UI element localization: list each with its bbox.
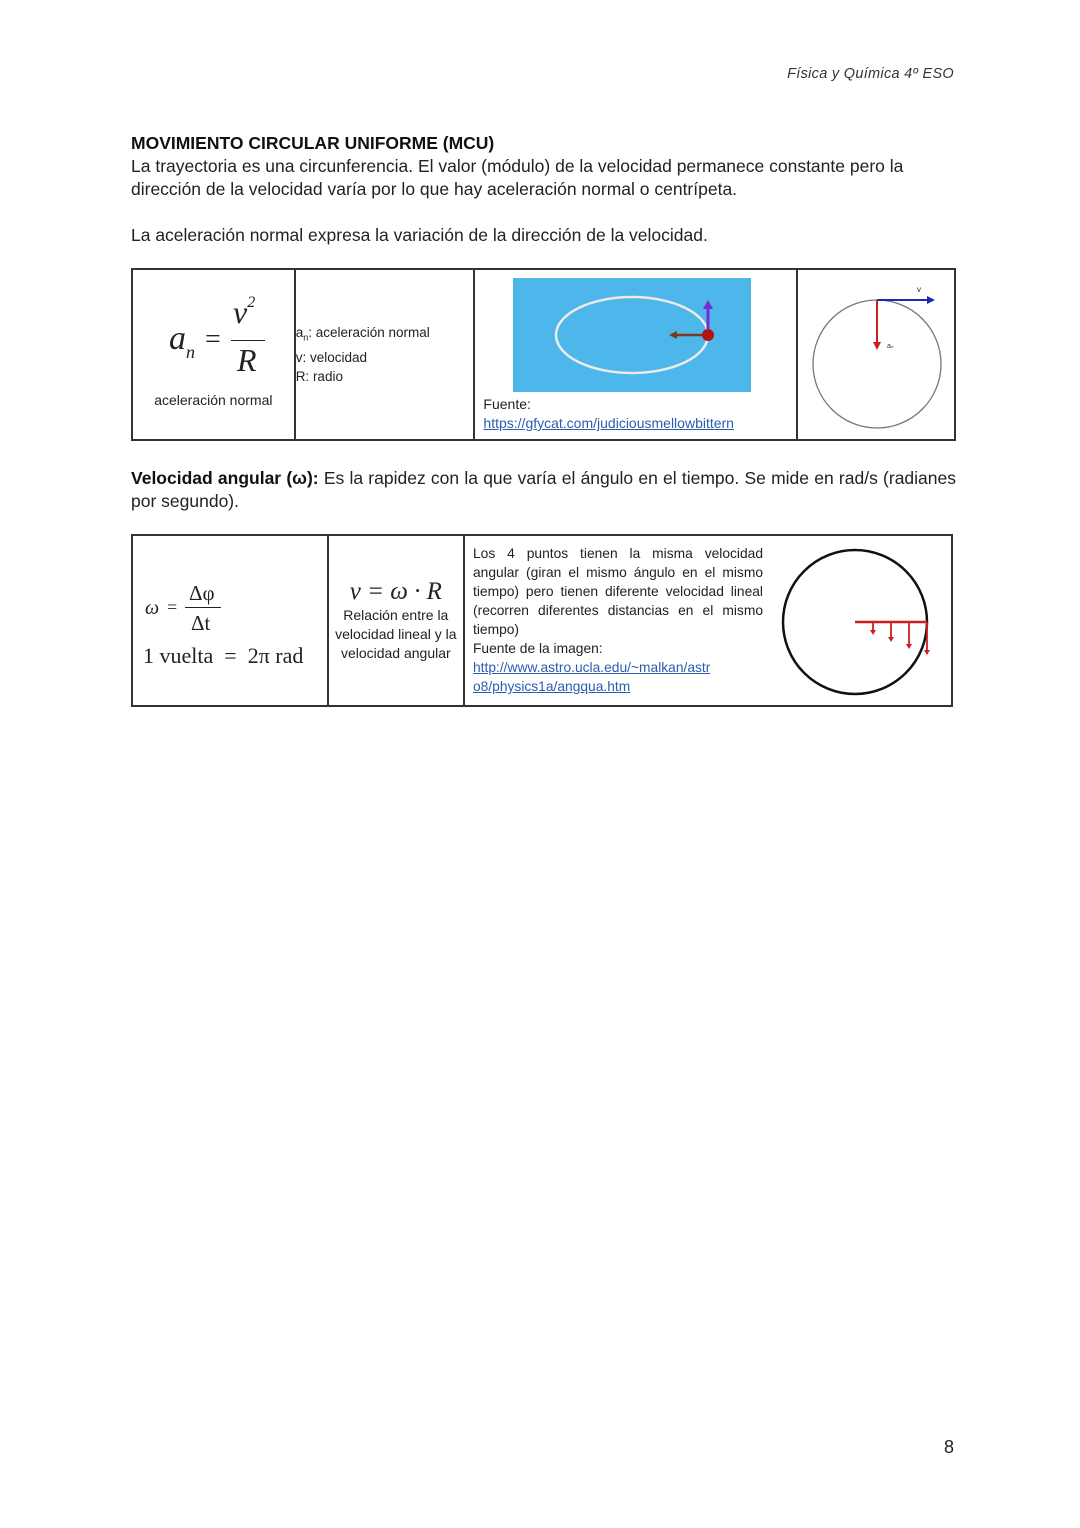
moving-point — [702, 329, 714, 341]
legend-r: R: radio — [295, 368, 343, 384]
omega-denominator: Δt — [191, 610, 211, 635]
formula-equals: = — [205, 323, 221, 355]
normal-acceleration-paragraph: La aceleración normal expresa la variación de la dirección de la velocidad. — [131, 225, 708, 245]
section-title: MOVIMIENTO CIRCULAR UNIFORME (MCU) — [131, 133, 495, 153]
legend-v: v: velocidad — [295, 349, 367, 365]
description-text-block — [465, 536, 771, 705]
normal-acceleration-table — [131, 268, 956, 441]
circular-motion-figure — [513, 278, 751, 392]
vuelta-formula: 1 vuelta = 2π rad — [143, 642, 304, 668]
blue-panel-diagram — [513, 278, 751, 392]
rotating-points-figure — [771, 536, 951, 705]
normal-acceleration-diagram-cell — [797, 269, 955, 440]
omega-formula-cell — [132, 535, 328, 706]
velocity-arrow-head-2 — [888, 637, 894, 642]
description-cell — [464, 535, 952, 706]
omega-numerator: Δφ — [189, 580, 215, 605]
image-source-label: Fuente de la imagen: — [473, 641, 603, 656]
gfycat-source-link[interactable]: https://gfycat.com/judiciousmellowbittern — [483, 415, 734, 431]
velocity-acceleration-diagram — [801, 272, 951, 432]
legend-an: $a_n$: aceleración normal — [295, 325, 430, 343]
page-number: 8 — [943, 1437, 954, 1457]
relation-formula: v = ω · R — [349, 578, 442, 605]
relation-cell — [328, 535, 464, 706]
velocity-arrow-head-4 — [924, 650, 930, 655]
velocity-label: v — [917, 285, 922, 294]
rotating-points-diagram — [771, 536, 951, 700]
ucla-source-link-line1[interactable]: http://www.astro.ucla.edu/~malkan/astr — [473, 660, 711, 675]
omega-formula — [133, 573, 327, 637]
formula-numerator: $v^2$ — [233, 293, 256, 330]
velocity-arrow-head-1 — [870, 630, 876, 635]
fraction-bar — [231, 340, 265, 341]
animation-cell — [474, 269, 797, 440]
omega-equals: = — [167, 596, 178, 617]
course-header: Física y Química 4º ESO — [787, 66, 954, 82]
normal-acceleration-formula-cell — [132, 269, 295, 440]
legend-cell — [295, 269, 475, 440]
velocity-arrow-head-3 — [906, 644, 912, 649]
formula-caption: aceleración normal — [154, 391, 273, 408]
velocity-vector-head — [927, 296, 935, 304]
angular-velocity-paragraph: Velocidad angular (ω): Es la rapidez con la que varía el ángulo en el tiempo. Se mide en rad/s (radianes por segundo). — [131, 468, 956, 511]
source-label: Fuente: — [483, 396, 531, 412]
blue-panel — [513, 278, 751, 392]
omega-fraction-bar — [185, 607, 221, 608]
omega-symbol: ω — [145, 596, 160, 619]
acceleration-vector-head — [873, 342, 881, 350]
four-points-description: Los 4 puntos tienen la misma velocidad angular (giran el mismo ángulo en el mismo tiempo) pero tienen diferente velocidad lineal (recorren diferentes distancias en el mismo tiempo) — [473, 546, 763, 637]
angular-velocity-term: Velocidad angular (ω): — [131, 468, 319, 488]
normal-acceleration-formula — [133, 293, 294, 388]
ucla-source-link-line2[interactable]: o8/physics1a/angqua.htm — [473, 679, 631, 694]
angular-velocity-table — [131, 534, 953, 707]
formula-denominator: R — [237, 341, 257, 378]
acceleration-label: aₙ — [887, 343, 894, 350]
intro-paragraph: La trayectoria es una circunferencia. El valor (módulo) de la velocidad permanece constante pero la dirección de la velocidad varía por lo que hay aceleración normal o centrípeta. — [131, 156, 904, 199]
formula-an: $a_n$ — [169, 319, 195, 363]
relation-caption: Relación entre la velocidad lineal y la velocidad angular — [335, 607, 457, 661]
